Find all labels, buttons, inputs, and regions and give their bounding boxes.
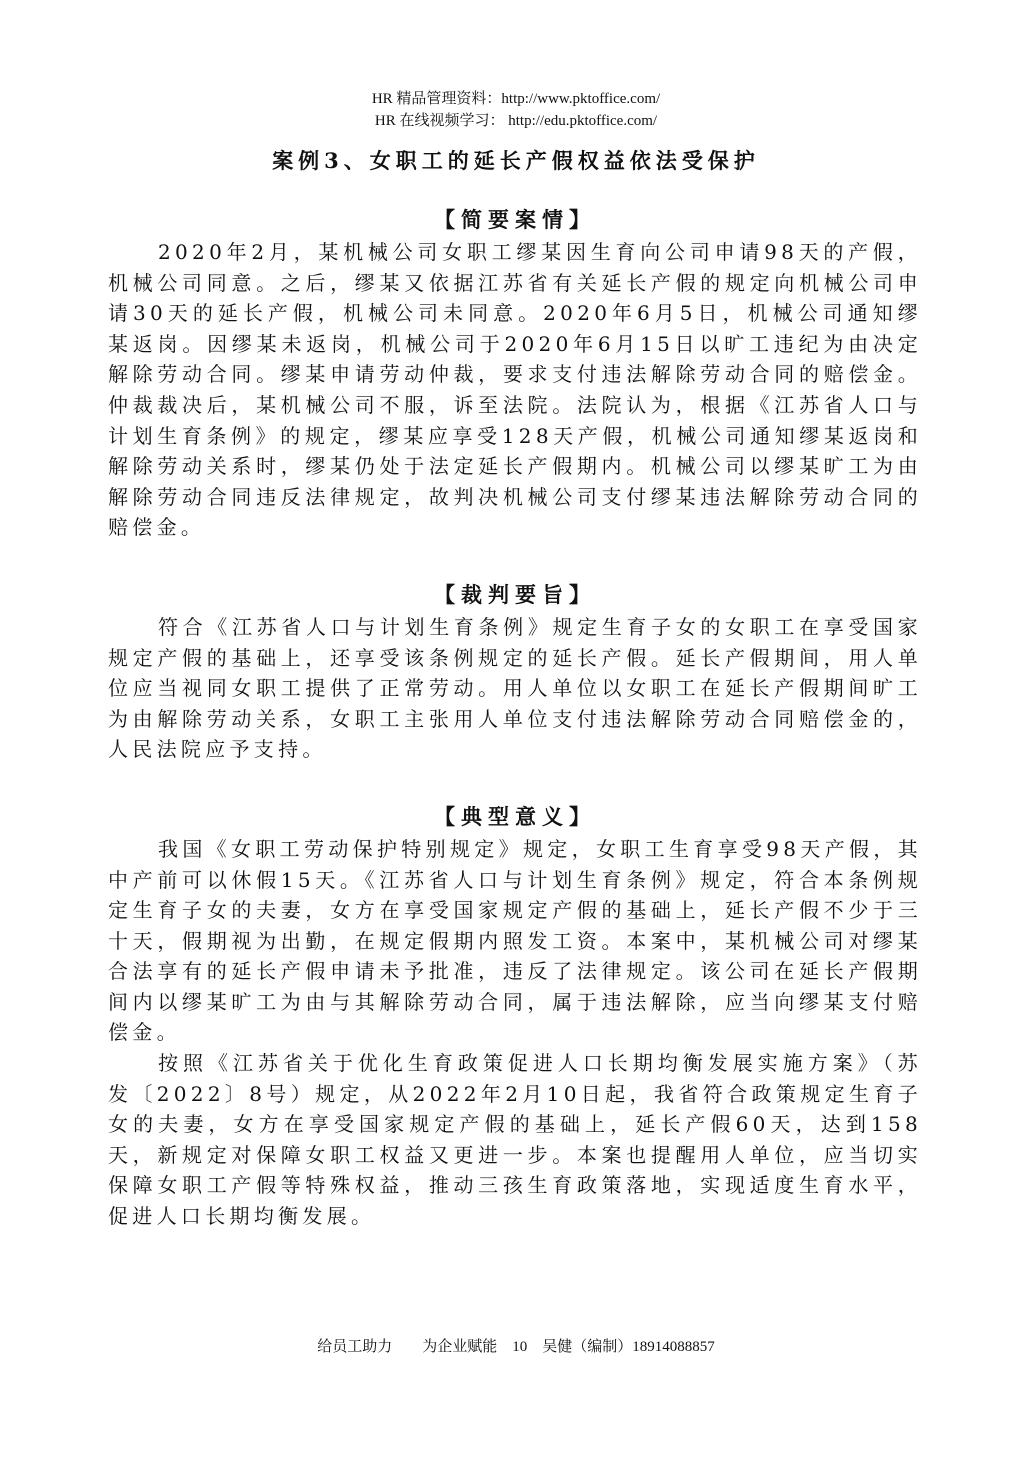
section-heading-judgment-points: 【裁判要旨】 xyxy=(434,581,596,607)
document-body xyxy=(108,203,922,1232)
section-significance xyxy=(108,800,922,1232)
section-heading-significance: 【典型意义】 xyxy=(434,803,596,829)
paragraph: 符合《江苏省人口与计划生育条例》规定生育子女的女职工在享受国家规定产假的基础上，还享受该条例规定的延长产假。延长产假期间，用人单位应当视同女职工提供了正常劳动。用人单位以女职工在延长产假期间旷工为由解除劳动关系，女职工主张用人单位支付违法解除劳动合同赔偿金的，人民法院应予支持。 xyxy=(108,614,922,762)
header-line-resources: HR 精品管理资料：http://www.pktoffice.com/ xyxy=(371,91,661,107)
page-footer: 给员工助力 为企业赋能 10 吴健（编制）18914088857 xyxy=(317,1339,715,1355)
section-heading-case-summary: 【简要案情】 xyxy=(434,207,596,232)
section-judgment-points xyxy=(108,578,922,765)
document-title: 案例3、女职工的延长产假权益依法受保护 xyxy=(272,148,760,173)
section-case-summary xyxy=(108,203,922,543)
paragraph: 我国《女职工劳动保护特别规定》规定，女职工生育享受98天产假，其中产前可以休假15天。《江苏省人口与计划生育条例》规定，符合本条例规定生育子女的夫妻，女方在享受国家规定产假的基础上，延长产假不少于三十天，假期视为出勤，在规定假期内照发工资。本案中，某机械公司对缪某合法享有的延长产假申请未予批准，违反了法律规定。该公司在延长产假期间内以缪某旷工为由与其解除劳动合同，属于违法解除，应当向缪某支付赔偿金。 xyxy=(108,836,922,1045)
header-line-videos: HR 在线视频学习： http://edu.pktoffice.com/ xyxy=(374,113,658,129)
paragraph: 2020年2月，某机械公司女职工缪某因生育向公司申请98天的产假，机械公司同意。之后，缪某又依据江苏省有关延长产假的规定向机械公司申请30天的延长产假，机械公司未同意。2020年6月5日，机械公司通知缪某返岗。因缪某未返岗，机械公司于2020年6月15日以旷工违纪为由决定解除劳动合同。缪某申请劳动仲裁，要求支付违法解除劳动合同的赔偿金。仲裁裁决后，某机械公司不服，诉至法院。法院认为，根据《江苏省人口与计划生育条例》的规定，缪某应享受128天产假，机械公司通知缪某返岗和解除劳动关系时，缪某仍处于法定延长产假期内。机械公司以缪某旷工为由解除劳动合同违反法律规定，故判决机械公司支付缪某违法解除劳动合同的赔偿金。 xyxy=(108,240,922,540)
paragraph: 按照《江苏省关于优化生育政策促进人口长期均衡发展实施方案》（苏发〔2022〕8号）规定，从2022年2月10日起，我省符合政策规定生育子女的夫妻，女方在享受国家规定产假的基础上，延长产假60天，达到158天，新规定对保障女职工权益又更进一步。本案也提醒用人单位，应当切实保障女职工产假等特殊权益，推动三孩生育政策落地，实现适度生育水平，促进人口长期均衡发展。 xyxy=(108,1051,922,1229)
page-header xyxy=(0,88,1032,132)
